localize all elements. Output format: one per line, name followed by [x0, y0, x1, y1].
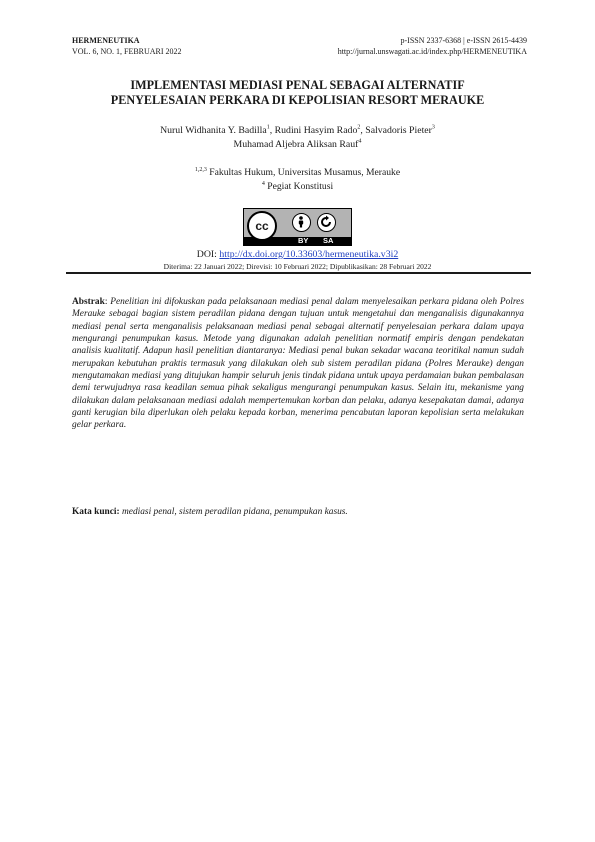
journal-name: HERMENEUTIKA — [72, 36, 140, 45]
author-name: Muhamad Aljebra Aliksan Rauf — [233, 139, 359, 150]
volume-info: VOL. 6, NO. 1, FEBRUARI 2022 — [72, 47, 182, 56]
author-name: Rudini Hasyim Rado — [274, 125, 358, 136]
affiliation-list — [60, 166, 535, 194]
paper-title — [60, 78, 535, 108]
journal-url[interactable]: http://jurnal.unswagati.ac.id/index.php/HERMENEUTIKA — [337, 47, 527, 56]
author-name: Salvadoris Pieter — [365, 125, 432, 136]
keywords-label: Kata kunci: — [72, 507, 120, 517]
author-list: Nurul Widhanita Y. Badilla$^1$, Rudini Hasyim Rado$^2$, Salvadoris Pieter$^3$ Muhamad Aljebra Aliksan Rauf$^4$ — [160, 124, 435, 150]
by-label: BY — [298, 236, 309, 245]
sa-label: SA — [323, 236, 334, 245]
header-divider — [66, 272, 531, 274]
affiliation-sup: 1,2,3 — [194, 166, 207, 173]
submission-dates: Diterima: 22 Januari 2022; Direvisi: 10 Februari 2022; Dipublikasikan: 28 Februari 2022 — [163, 262, 432, 271]
attribution-person-icon — [292, 213, 311, 232]
author-sup: 2 — [357, 124, 361, 131]
title-line-2: PENYELESAIAN PERKARA DI KEPOLISIAN RESORT MERAUKE — [110, 93, 485, 107]
issn-info: p-ISSN 2337-6368 | e-ISSN 2615-4439 — [400, 36, 527, 45]
affiliation-text: Pegiat Konstitusi — [267, 181, 334, 192]
cc-logo-icon: cc — [247, 211, 277, 241]
affiliation-sup: 4 — [261, 180, 265, 187]
doi-line — [60, 249, 535, 260]
abstract-text: Penelitian ini difokuskan pada pelaksanaan mediasi penal dalam menyelesaikan perkara pidana oleh Polres Merauke sebagai bagian sistem peradilan pidana dengan tujuan untuk mengetahui dan menganalisis digunakannya mediasi penal serta menganalisis pelaksanaan mediasi penal sebagai alternatif penyelesaian perkara dalam upaya mengurangi penumpukan kasus. Metode yang digunakan adalah penelitian normatif empiris dengan pendekatan analisis kualitatif. Adapun hasil penelitian diantaranya: Mediasi penal bukan sekadar wacana teoritikal namun sudah merupakan kebutuhan praktis termasuk yang dilakukan oleh sub sistem peradilan pidana (Polres Merauke) dengan mengutamakan mediasi yang ditujukan hampir seluruh jenis tindak pidana untuk upaya perdamaian bukan pembalasan demi terwujudnya rasa keadilan semua pihak sekaligus mengurangi penumpukan kasus. Selain itu, mekanisme yang dilakukan dalam pelaksanaan mediasi adalah mempertemukan korban dan pelaku, adanya kesepakatan damai, adanya ganti kerugian bila diperlukan oleh pelaku kepada korban, menerima pencabutan laporan kepolisian serta melakukan gelar perkara. — [72, 297, 524, 431]
author-sup: 3 — [431, 124, 435, 131]
cc-by-sa-license-badge[interactable] — [243, 208, 352, 246]
running-header-right — [338, 35, 527, 57]
abstract-section: Abstrak: Penelitian ini difokuskan pada pelaksanaan mediasi penal dalam menyelesaikan perkara pidana oleh Polres Merauke sebagai bagian sistem peradilan pidana dengan tujuan untuk mengetahui dan menganalisis digunakannya mediasi penal serta menganalisis pelaksanaan mediasi penal sebagai alternatif penyelesaian perkara dalam upaya mengurangi penumpukan kasus. Metode yang digunakan adalah penelitian normatif empiris dengan pendekatan analisis kualitatif. Adapun hasil penelitian diantaranya: Mediasi penal bukan sekadar wacana teoritikal namun sudah merupakan kebutuhan praktis termasuk yang dilakukan oleh sub sistem peradilan pidana (Polres Merauke) dengan mengutamakan mediasi yang ditujukan hampir seluruh jenis tindak pidana untuk upaya perdamaian bukan pembalasan demi terwujudnya rasa keadilan semua pihak sekaligus mengurangi penumpukan kasus. Selain itu, mekanisme yang dilakukan dalam pelaksanaan mediasi adalah mempertemukan korban dan pelaku, adanya kesepakatan damai, adanya ganti kerugian bila diperlukan oleh pelaku kepada korban, menerima pencabutan laporan kepolisian serta melakukan gelar perkara. — [72, 297, 524, 431]
author-sup: 1 — [266, 124, 270, 131]
keywords-text: mediasi penal, sistem peradilan pidana, penumpukan kasus. — [122, 507, 348, 517]
doi-link[interactable]: http://dx.doi.org/10.33603/hermeneutika.v3i2 — [219, 249, 399, 260]
author-sup: 4 — [358, 138, 362, 145]
affiliation-text: Fakultas Hukum, Universitas Musamus, Merauke — [209, 167, 401, 178]
share-alike-icon — [317, 213, 336, 232]
keywords-section — [72, 506, 524, 518]
doi-label: DOI: — [196, 249, 217, 260]
author-name: Nurul Widhanita Y. Badilla — [160, 125, 267, 136]
running-header-left — [72, 35, 182, 57]
title-line-1: IMPLEMENTASI MEDIASI PENAL SEBAGAI ALTERNATIF — [130, 78, 465, 92]
abstract-label: Abstrak — [72, 297, 105, 307]
